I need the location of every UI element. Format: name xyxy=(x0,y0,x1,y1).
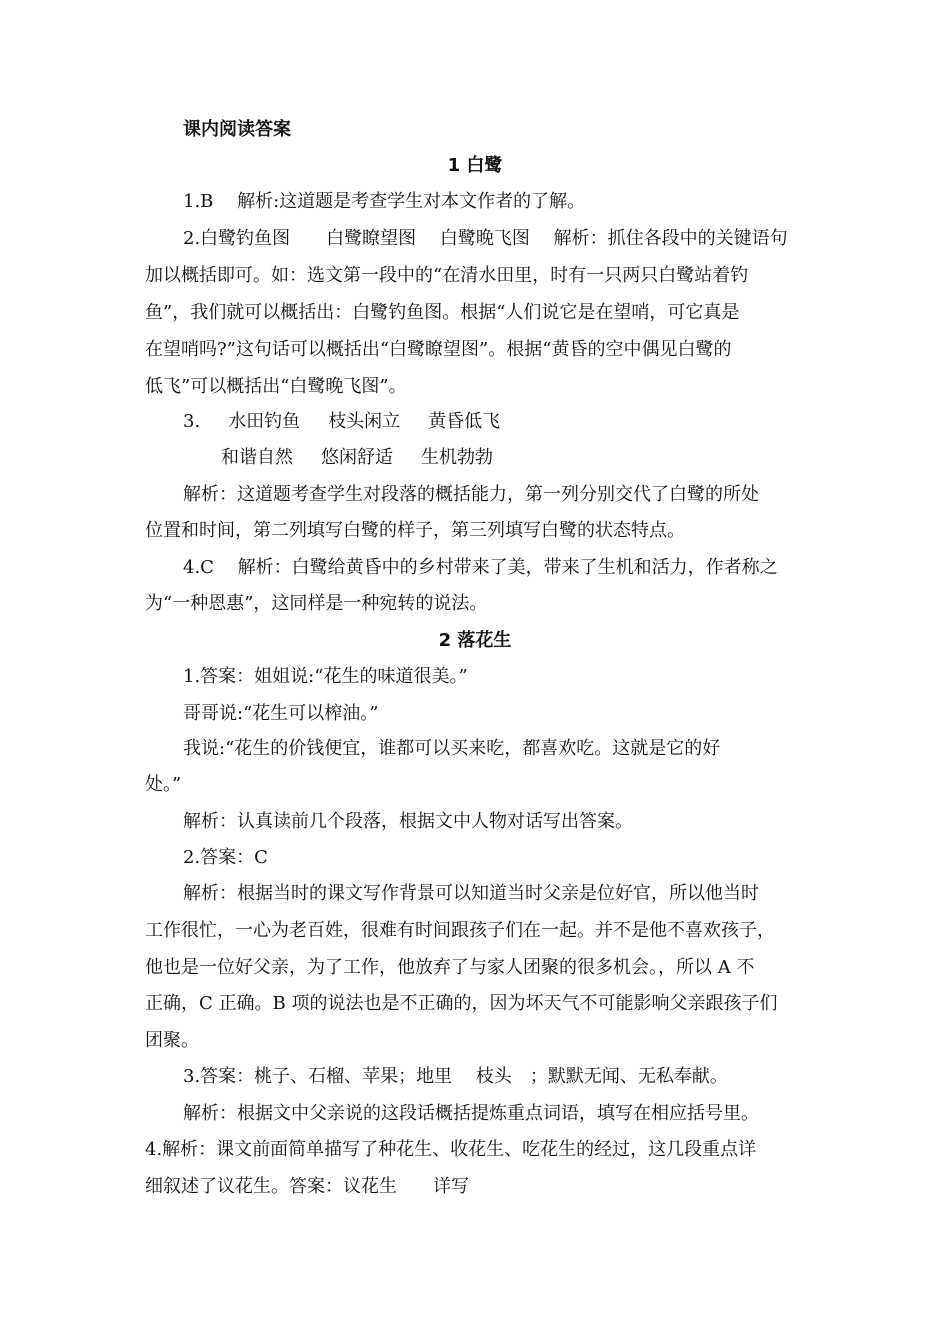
section-title: 课内阅读答案 xyxy=(183,119,291,140)
lesson-1-title: 1 白鹭 xyxy=(447,155,503,176)
lesson-1-answer-4-cont: 为“一种恩惠”，这同样是一种宛转的说法。 xyxy=(145,593,488,614)
lesson-2-answer-4: 4.解析：课文前面简单描写了种花生、收花生、吃花生的经过，这几段重点详 xyxy=(145,1139,757,1160)
question-number: 3. xyxy=(183,411,201,432)
lesson-2-answer-2-analysis-cont: 团聚。 xyxy=(145,1030,199,1051)
lesson-1-answer-2-cont: 低飞”可以概括出“白鹭晚飞图”。 xyxy=(145,376,407,397)
lesson-2-answer-2-analysis: 解析：根据当时的课文写作背景可以知道当时父亲是位好官，所以他当时 xyxy=(183,883,759,904)
lesson-1-answer-3-analysis: 解析：这道题考查学生对段落的概括能力，第一列分别交代了白鹭的所处 xyxy=(183,484,759,505)
table-cell: 枝头闲立 xyxy=(328,411,401,432)
lesson-1-answer-2: 2.白鹭钓鱼图 白鹭瞭望图 白鹭晚飞图 解析：抓住各段中的关键语句 xyxy=(183,228,788,249)
lesson-1-answer-2-cont: 在望哨吗?”这句话可以概括出“白鹭瞭望图”。根据“黄昏的空中偶见白鹭的 xyxy=(145,339,732,360)
lesson-2-answer-1-line: 我说:“花生的价钱便宜，谁都可以买来吃，都喜欢吃。这就是它的好 xyxy=(183,738,721,759)
lesson-2-answer-2-analysis-cont: 工作很忙，一心为老百姓，很难有时间跟孩子们在一起。并不是他不喜欢孩子， xyxy=(145,920,775,941)
table-cell: 水田钓鱼 xyxy=(228,411,301,432)
table-cell: 黄昏低飞 xyxy=(428,411,501,432)
table-cell: 生机勃勃 xyxy=(421,447,493,468)
lesson-2-answer-4-cont: 细叙述了议花生。答案：议花生 详写 xyxy=(145,1176,469,1197)
lesson-1-answer-3-analysis-cont: 位置和时间，第二列填写白鹭的样子，第三列填写白鹭的状态特点。 xyxy=(145,520,685,541)
lesson-1-answer-2-cont: 加以概括即可。如：选文第一段中的“在清水田里，时有一只两只白鹭站着钓 xyxy=(145,265,749,286)
lesson-1-answer-1: 1.B 解析:这道题是考查学生对本文作者的了解。 xyxy=(183,191,586,212)
lesson-2-answer-2-analysis-cont: 正确，C 正确。B 项的说法也是不正确的，因为坏天气不可能影响父亲跟孩子们 xyxy=(145,993,778,1014)
lesson-2-answer-3-analysis: 解析：根据文中父亲说的这段话概括提炼重点词语，填写在相应括号里。 xyxy=(183,1103,759,1124)
lesson-1-answer-3-row-2 xyxy=(0,446,950,470)
table-cell: 和谐自然 xyxy=(221,447,293,468)
table-cell: 悠闲舒适 xyxy=(321,447,393,468)
lesson-2-answer-3: 3.答案：桃子、石榴、苹果；地里 枝头 ；默默无闻、无私奉献。 xyxy=(183,1066,728,1087)
lesson-1-answer-3-row-1 xyxy=(0,410,950,434)
lesson-2-answer-1-line: 哥哥说:“花生可以榨油。” xyxy=(183,703,379,724)
lesson-1-answer-4: 4.C 解析：白鹭给黄昏中的乡村带来了美，带来了生机和活力，作者称之 xyxy=(183,557,778,578)
lesson-2-answer-1-analysis: 解析：认真读前几个段落，根据文中人物对话写出答案。 xyxy=(183,811,633,832)
lesson-2-answer-2-analysis-cont: 他也是一位好父亲，为了工作，他放弃了与家人团聚的很多机会。，所以 A 不 xyxy=(145,957,755,978)
lesson-2-title: 2 落花生 xyxy=(438,630,512,651)
lesson-2-answer-1: 1.答案：姐姐说:“花生的味道很美。” xyxy=(183,666,468,687)
lesson-1-answer-2-cont: 鱼”，我们就可以概括出：白鹭钓鱼图。根据“人们说它是在望哨，可它真是 xyxy=(145,302,740,323)
lesson-2-answer-2: 2.答案：C xyxy=(183,847,268,868)
lesson-2-answer-1-line: 处。” xyxy=(145,774,182,795)
